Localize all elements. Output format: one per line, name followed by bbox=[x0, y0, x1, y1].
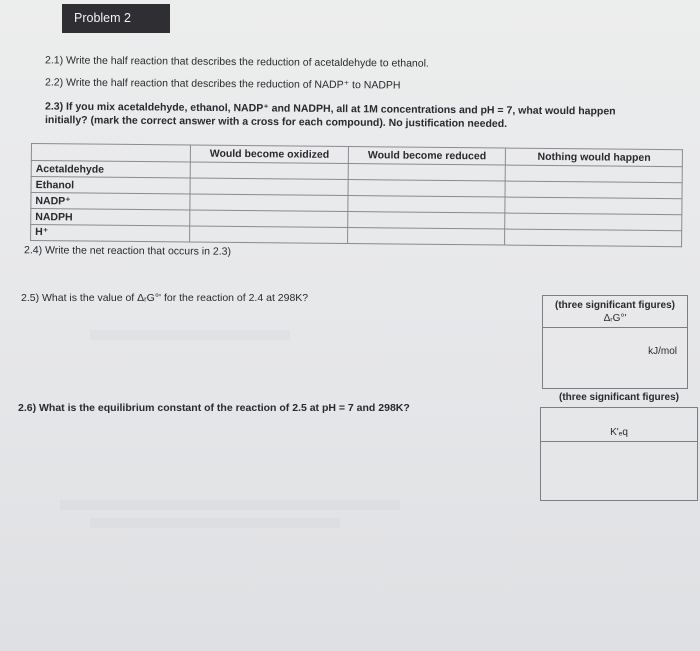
answer-cell[interactable] bbox=[190, 210, 348, 227]
keq-symbol: K'ₑq bbox=[610, 427, 628, 438]
question-2-6-text: 2.6) What is the equilibrium constant of the reaction of 2.5 at pH = 7 and 298K? bbox=[18, 402, 410, 414]
question-2-1: 2.1) Write the half reaction that describes the reduction of acetaldehyde to ethanol. bbox=[44, 54, 429, 70]
delta-g-box-divider bbox=[543, 327, 687, 328]
row-label-h-plus: H⁺ bbox=[31, 224, 190, 242]
table-header-nothing: Nothing would happen bbox=[506, 148, 683, 167]
table-header-reduced: Would become reduced bbox=[348, 147, 506, 166]
bleed-through-mark bbox=[60, 500, 400, 510]
bleed-through-mark bbox=[90, 330, 290, 340]
answer-cell[interactable] bbox=[505, 181, 682, 199]
question-2-3-text2: initially? (mark the correct answer with a cross for each compound). No justification needed. bbox=[44, 113, 508, 131]
row-label-ethanol: Ethanol bbox=[31, 177, 190, 194]
row-label-acetaldehyde: Acetaldehyde bbox=[31, 161, 190, 178]
answer-cell[interactable] bbox=[347, 228, 505, 246]
table-header-oxidized: Would become oxidized bbox=[191, 145, 349, 164]
question-2-4: 2.4) Write the net reaction that occurs in 2.3) bbox=[23, 244, 232, 258]
delta-g-sig-figs-label: (three significant figures) bbox=[554, 300, 675, 311]
answer-cell[interactable] bbox=[505, 229, 682, 247]
keq-sig-figs-label: (three significant figures) bbox=[558, 392, 679, 403]
question-2-3-text1: 2.3) If you mix acetaldehyde, ethanol, NADP⁺ and NADPH, all at 1M concentrations and pH = 7, what would happen bbox=[44, 100, 616, 118]
delta-g-unit: kJ/mol bbox=[648, 346, 677, 357]
question-2-6 bbox=[18, 402, 410, 415]
answer-cell[interactable] bbox=[190, 194, 348, 211]
problem-title: Problem 2 bbox=[62, 4, 170, 33]
keq-answer-box[interactable] bbox=[540, 392, 698, 501]
bleed-through-mark bbox=[90, 518, 340, 528]
answer-cell[interactable] bbox=[505, 213, 682, 231]
answer-cell[interactable] bbox=[190, 178, 348, 195]
question-2-3-line2 bbox=[45, 114, 507, 131]
answer-cell[interactable] bbox=[348, 196, 506, 213]
answer-cell[interactable] bbox=[190, 226, 348, 244]
delta-g-answer-box[interactable] bbox=[542, 295, 688, 389]
answer-cell[interactable] bbox=[506, 165, 683, 183]
question-2-5: 2.5) What is the value of ΔᵣG°' for the reaction of 2.4 at 298K? bbox=[21, 292, 309, 304]
row-label-nadph: NADPH bbox=[31, 209, 190, 226]
answer-cell[interactable] bbox=[190, 162, 348, 179]
answer-cell[interactable] bbox=[348, 212, 506, 229]
row-label-nadp: NADP⁺ bbox=[31, 193, 190, 210]
table-header-blank bbox=[31, 144, 190, 163]
question-2-2: 2.2) Write the half reaction that describes the reduction of NADP⁺ to NADPH bbox=[44, 76, 401, 92]
answer-table bbox=[30, 143, 683, 247]
delta-g-symbol: ΔᵣG°' bbox=[603, 313, 627, 324]
keq-box-divider bbox=[541, 441, 697, 442]
answer-cell[interactable] bbox=[348, 164, 506, 181]
answer-cell[interactable] bbox=[505, 197, 682, 215]
answer-cell[interactable] bbox=[348, 180, 506, 197]
